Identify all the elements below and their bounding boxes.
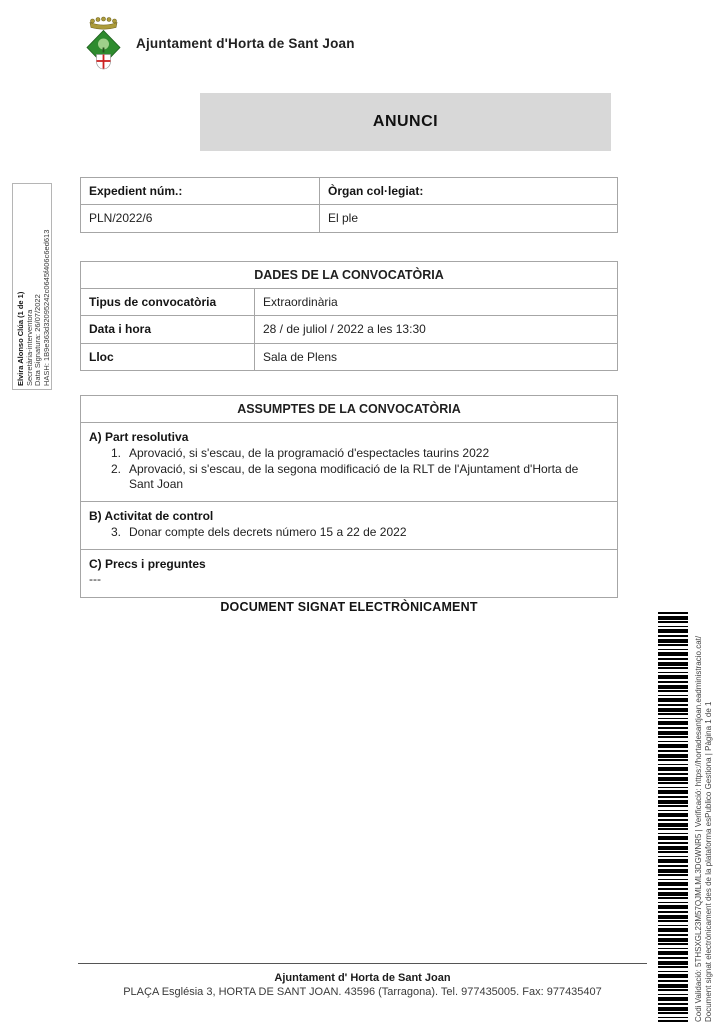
agenda-item: [111, 446, 609, 461]
gestiona-platform-line: Document signat electrònicament des de la plataforma esPublico Gestiona | Pàgina 1 de 1: [704, 701, 713, 1022]
org-name: Ajuntament d'Horta de Sant Joan: [136, 35, 355, 51]
convocatoria-table: [80, 261, 618, 371]
row-label: Lloc: [89, 349, 114, 364]
signer-name: Elvira Alonso Clúa (1 de 1): [16, 291, 25, 386]
anunci-title: ANUNCI: [372, 113, 439, 130]
section-activitat-control: [81, 501, 617, 549]
row-value: Sala de Plens: [254, 344, 617, 370]
table-row: [81, 315, 617, 342]
organ-collegiat-value: El ple: [319, 205, 617, 231]
row-label: Tipus de convocatòria: [89, 295, 217, 309]
barcode: [658, 612, 688, 1022]
crown-shape: [90, 17, 117, 29]
signer-role: Secretària-interventora: [24, 309, 34, 386]
assumptes-box: [80, 395, 618, 598]
section-heading: B) Activitat de control: [89, 509, 214, 523]
item-text: Donar compte dels decrets número 15 a 22 de 2022: [129, 525, 407, 539]
document-header: [80, 14, 355, 72]
row-value: Extraordinària: [254, 289, 617, 315]
row-label: Data i hora: [89, 322, 152, 337]
item-number: 1.: [111, 446, 122, 460]
validation-code-line: Codi Validació: 5THSXGL23M57QJMLML3DGWNR5 | Verificació: https://hortadesantjoan.eadministracio.cat/: [694, 635, 703, 1022]
signature-stamp: [12, 183, 52, 390]
expedient-num-header: Expedient núm.:: [89, 184, 183, 198]
table-row: [81, 288, 617, 315]
convocatoria-title: DADES DE LA CONVOCATÒRIA: [254, 268, 444, 282]
section-heading: A) Part resolutiva: [89, 430, 189, 444]
section-heading: C) Precs i preguntes: [89, 557, 206, 571]
signature-hash: HASH: 1B9e363d32095242c0645f406c6ed613: [41, 229, 51, 386]
document-footer: [40, 971, 685, 999]
assumptes-title: ASSUMPTES DE LA CONVOCATÒRIA: [81, 396, 617, 423]
coat-of-arms-logo: [80, 14, 127, 72]
empty-placeholder: ---: [89, 572, 101, 586]
section-part-resolutiva: [81, 423, 617, 501]
anunci-banner: [200, 93, 611, 151]
table-row: [81, 204, 617, 231]
row-value: 28 / de juliol / 2022 a les 13:30: [254, 316, 617, 342]
footer-org-name: Ajuntament d' Horta de Sant Joan: [274, 972, 451, 984]
item-number: 3.: [111, 525, 122, 539]
footer-divider: [78, 963, 647, 964]
expedient-table: [80, 177, 618, 233]
signature-note: DOCUMENT SIGNAT ELECTRÒNICAMENT: [220, 600, 478, 614]
item-text: Aprovació, si s'escau, de la programació d'espectacles taurins 2022: [129, 446, 490, 460]
organ-collegiat-header: Òrgan col·legiat:: [319, 178, 617, 204]
section-precs-preguntes: [81, 549, 617, 597]
item-text: Aprovació, si s'escau, de la segona modificació de la RLT de l'Ajuntament d'Horta de Sant Joan: [129, 462, 579, 491]
item-number: 2.: [111, 462, 122, 476]
agenda-item: [111, 525, 609, 540]
table-row: [81, 343, 617, 370]
footer-address: PLAÇA Església 3, HORTA DE SANT JOAN. 43596 (Tarragona). Tel. 977435005. Fax: 977435407: [123, 986, 602, 998]
agenda-item: [111, 462, 609, 492]
signature-date: Data Signatura: 26/07/2022: [33, 294, 42, 386]
signature-stamp-text: [17, 190, 51, 386]
expedient-num-value: PLN/2022/6: [89, 211, 153, 226]
validation-sidebar: [694, 612, 714, 1022]
table-row: [81, 178, 617, 204]
